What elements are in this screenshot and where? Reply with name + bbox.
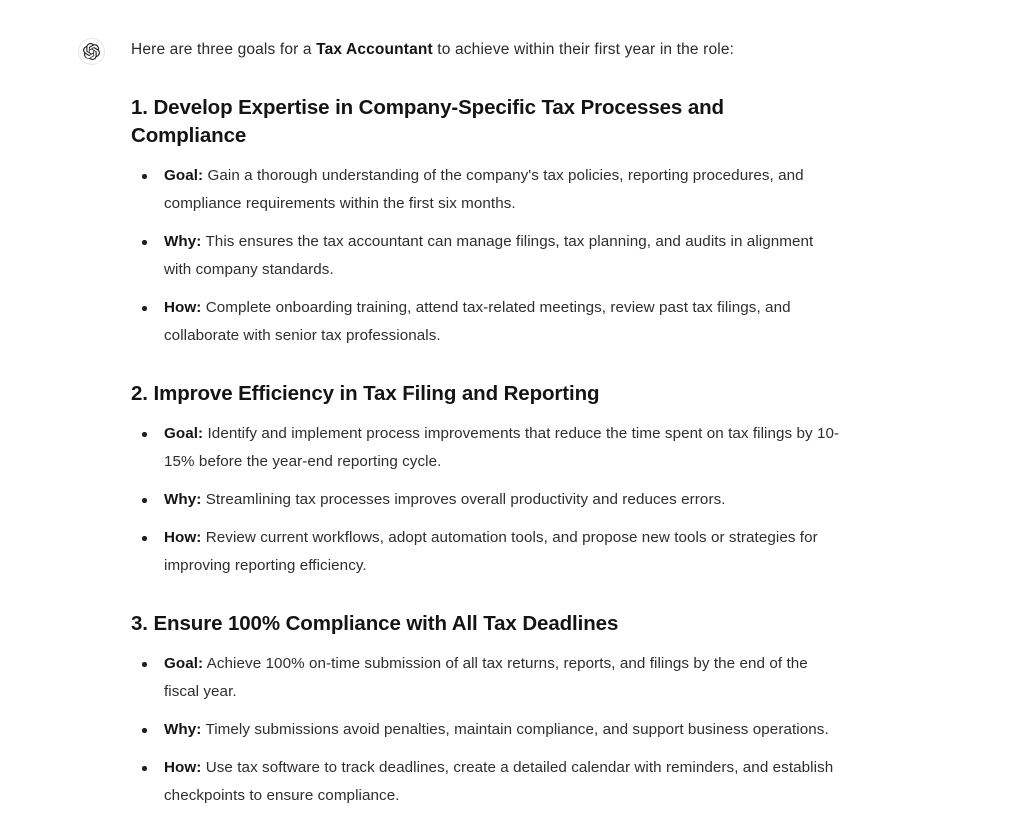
bullet-body: Use tax software to track deadlines, create a detailed calendar with reminders, and establish checkpoints to ensure compliance. (164, 759, 834, 804)
bullet-body: Identify and implement process improvements that reduce the time spent on tax filings by 10-15% before the year-end reporting cycle. (164, 425, 840, 470)
message-content (131, 34, 844, 810)
intro-emphasis: Tax Accountant (316, 41, 433, 58)
bullet-lead: Goal: (164, 167, 204, 184)
list-item (131, 294, 844, 350)
list-item (131, 228, 844, 284)
intro-text-before: Here are three goals for a (131, 41, 317, 58)
bullet-body: This ensures the tax accountant can manage filings, tax planning, and audits in alignment with company standards. (164, 233, 814, 278)
bullet-dot-icon (142, 728, 147, 733)
bullet-lead: Why: (164, 491, 202, 508)
bullet-body: Gain a thorough understanding of the company's tax policies, reporting procedures, and compliance requirements within the first six months. (164, 167, 804, 212)
bullet-dot-icon (142, 240, 147, 245)
section-heading-1: 1. Develop Expertise in Company-Specific Tax Processes and Compliance (131, 96, 724, 147)
bullet-lead: Why: (164, 233, 202, 250)
bullet-body: Achieve 100% on-time submission of all tax returns, reports, and filings by the end of the fiscal year. (164, 655, 808, 700)
intro-paragraph (131, 36, 844, 64)
bullet-lead: How: (164, 529, 202, 546)
section-heading-2: 2. Improve Efficiency in Tax Filing and Reporting (131, 382, 600, 405)
list-item (131, 486, 844, 514)
list-item (131, 524, 844, 580)
bullet-body: Timely submissions avoid penalties, maintain compliance, and support business operations. (201, 721, 829, 738)
list-item (131, 754, 844, 810)
list-item (131, 716, 844, 744)
section-heading-3: 3. Ensure 100% Compliance with All Tax Deadlines (131, 612, 619, 635)
bullet-lead: How: (164, 759, 202, 776)
bullet-lead: Why: (164, 721, 202, 738)
openai-logo-icon (78, 38, 105, 65)
bullet-dot-icon (142, 432, 147, 437)
section-bullets-3 (131, 650, 844, 810)
list-item (131, 650, 844, 706)
bullet-lead: How: (164, 299, 202, 316)
bullet-dot-icon (142, 766, 147, 771)
bullet-dot-icon (142, 174, 147, 179)
bullet-dot-icon (142, 306, 147, 311)
bullet-lead: Goal: (164, 655, 204, 672)
section-bullets-2 (131, 420, 844, 580)
intro-text-after: to achieve within their first year in the role: (432, 41, 735, 58)
bullet-body: Complete onboarding training, attend tax-related meetings, review past tax filings, and collaborate with senior tax professionals. (164, 299, 791, 344)
list-item (131, 420, 844, 476)
bullet-body: Streamlining tax processes improves overall productivity and reduces errors. (201, 491, 726, 508)
bullet-lead: Goal: (164, 425, 204, 442)
bullet-dot-icon (142, 536, 147, 541)
list-item (131, 162, 844, 218)
bullet-dot-icon (142, 498, 147, 503)
bullet-dot-icon (142, 662, 147, 667)
bullet-body: Review current workflows, adopt automation tools, and propose new tools or strategies for improving reporting efficiency. (164, 529, 818, 574)
section-bullets-1 (131, 162, 844, 350)
